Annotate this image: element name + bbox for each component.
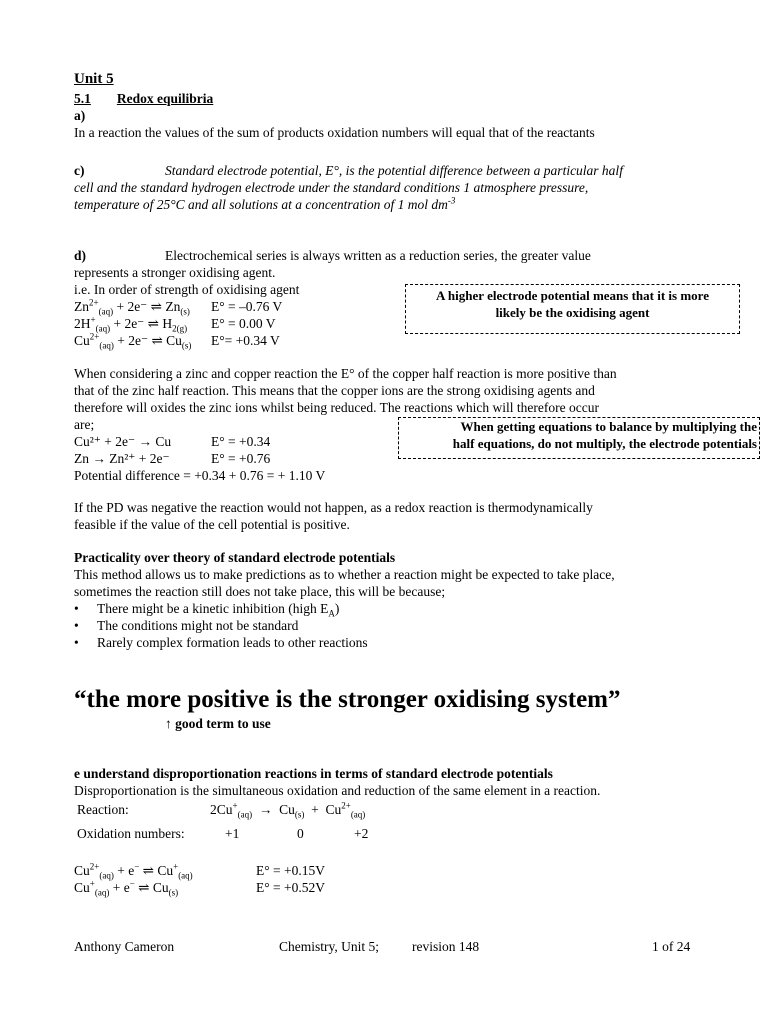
note-box-line1: A higher electrode potential means that it is more [436, 288, 709, 303]
series-h-potential: E° = 0.00 V [211, 316, 276, 331]
zinc-copper-line2: that of the zinc half reaction. This means that the copper ions are the strong oxidising agents and [74, 383, 595, 398]
footer-revision: revision 148 [412, 939, 480, 954]
label-a: a) [74, 108, 86, 123]
equation-cu-reduction: Cu²⁺ + 2e⁻ → Cu [74, 434, 172, 449]
half-equation-cu2-cu1: $Cu^{2+}_{(aq)} + e^-$ ⇌ $Cu^+_{(aq)}$ [74, 861, 193, 881]
unit-title: Unit 5 [74, 71, 114, 87]
series-zn-potential: E° = –0.76 V [211, 299, 283, 314]
potential-difference: Potential difference = +0.34 + 0.76 = + 1.10 V [74, 468, 326, 483]
note-box-balance [398, 417, 760, 459]
paragraph-c-line1: Standard electrode potential, E°, is the potential difference between a particular half [165, 163, 623, 178]
bullet-complex: • Rarely complex formation leads to other reactions [97, 634, 368, 651]
note-box-balance-line2: half equations, do not multiply, the electrode potentials [452, 436, 757, 451]
bullet-kinetic: • There might be a kinetic inhibition (high $E_A$) [97, 600, 339, 617]
note-box-higher-potential [405, 284, 740, 334]
paragraph-c-line2: cell and the standard hydrogen electrode under the standard conditions 1 atmosphere pressure, [74, 180, 589, 195]
e-definition: Disproportionation is the simultaneous oxidation and reduction of the same element in a reaction. [74, 783, 601, 798]
label-d: d) [74, 248, 87, 263]
oxnum-cu: 0 [297, 826, 304, 841]
half-equation-cu2-potential: E° = +0.15V [256, 863, 325, 878]
section-number: 5.1 [74, 91, 91, 106]
pd-negative-line2: feasible if the value of the cell potential is positive. [74, 517, 350, 532]
footer-page: 1 of 24 [652, 939, 691, 954]
oxnum-cu-2plus: +2 [354, 826, 369, 841]
disproportionation-equation: $2Cu^+_{(aq)} \to Cu_{(s)} + Cu^{2+}_{(aq)}$ [210, 800, 366, 820]
practicality-heading: Practicality over theory of standard electrode potentials [74, 550, 396, 565]
reaction-label: Reaction: [77, 802, 129, 817]
zinc-copper-line1: When considering a zinc and copper reaction the E° of the copper half reaction is more positive than [74, 366, 617, 381]
paragraph-d-line2: represents a stronger oxidising agent. [74, 265, 276, 280]
label-c: c) [74, 163, 85, 178]
section-title: Redox equilibria [116, 91, 214, 106]
oxnum-cu-plus: +1 [225, 826, 240, 841]
half-equation-cu1-cu: $Cu^+_{(aq)} + e^-$ ⇌ $Cu_{(s)}$ [74, 878, 179, 898]
section-heading [74, 90, 213, 107]
practicality-line2: sometimes the reaction still does not take place, this will be because; [74, 584, 446, 599]
note-box-line2: likely be the oxidising agent [495, 305, 650, 320]
series-h: $2H^+_{(aq)} + 2e^-$ ⇌ $H_{2(g)}$ [74, 314, 188, 334]
paragraph-c-line3: temperature of 25°C and all solutions at a concentration of 1 mol $dm^{-3}$ [74, 195, 456, 212]
paragraph-a: In a reaction the values of the sum of products oxidation numbers will equal that of the reactants [74, 125, 595, 140]
paragraph-d-line3: i.e. In order of strength of oxidising agent [74, 282, 300, 297]
half-equation-cu1-potential: E° = +0.52V [256, 880, 325, 895]
e-heading: e understand disproportionation reactions in terms of standard electrode potentials [74, 766, 553, 781]
practicality-line1: This method allows us to make predictions as to whether a reaction might be expected to take place, [74, 567, 615, 582]
equation-zn-oxidation: Zn → Zn²⁺ + 2e⁻ [74, 451, 170, 466]
footer-course: Chemistry, Unit 5; [279, 939, 379, 954]
footer-author: Anthony Cameron [74, 939, 175, 954]
pd-negative-line1: If the PD was negative the reaction would not happen, as a redox reaction is thermodynamically [74, 500, 593, 515]
oxidation-numbers-label: Oxidation numbers: [77, 826, 185, 841]
series-zn: $Zn^{2+}_{(aq)} + 2e^-$ ⇌ $Zn_{(s)}$ [74, 297, 190, 317]
equation-cu-potential: E° = +0.34 [211, 434, 271, 449]
zinc-copper-line4: are; [74, 417, 95, 432]
quote-note: ↑ good term to use [165, 716, 271, 731]
bullet-conditions: • The conditions might not be standard [97, 617, 298, 634]
series-cu: $Cu^{2+}_{(aq)} + 2e^-$ ⇌ $Cu_{(s)}$ [74, 331, 192, 351]
zinc-copper-line3: therefore will oxides the zinc ions whilst being reduced. The reactions which will therefore occur [74, 400, 599, 415]
key-quote: “the more positive is the stronger oxidising system” [74, 686, 621, 713]
series-cu-potential: E°= +0.34 V [211, 333, 280, 348]
paragraph-d-line1: Electrochemical series is always written as a reduction series, the greater value [165, 248, 591, 263]
note-box-balance-line1: When getting equations to balance by multiplying the [460, 419, 757, 434]
equation-zn-potential: E° = +0.76 [211, 451, 271, 466]
